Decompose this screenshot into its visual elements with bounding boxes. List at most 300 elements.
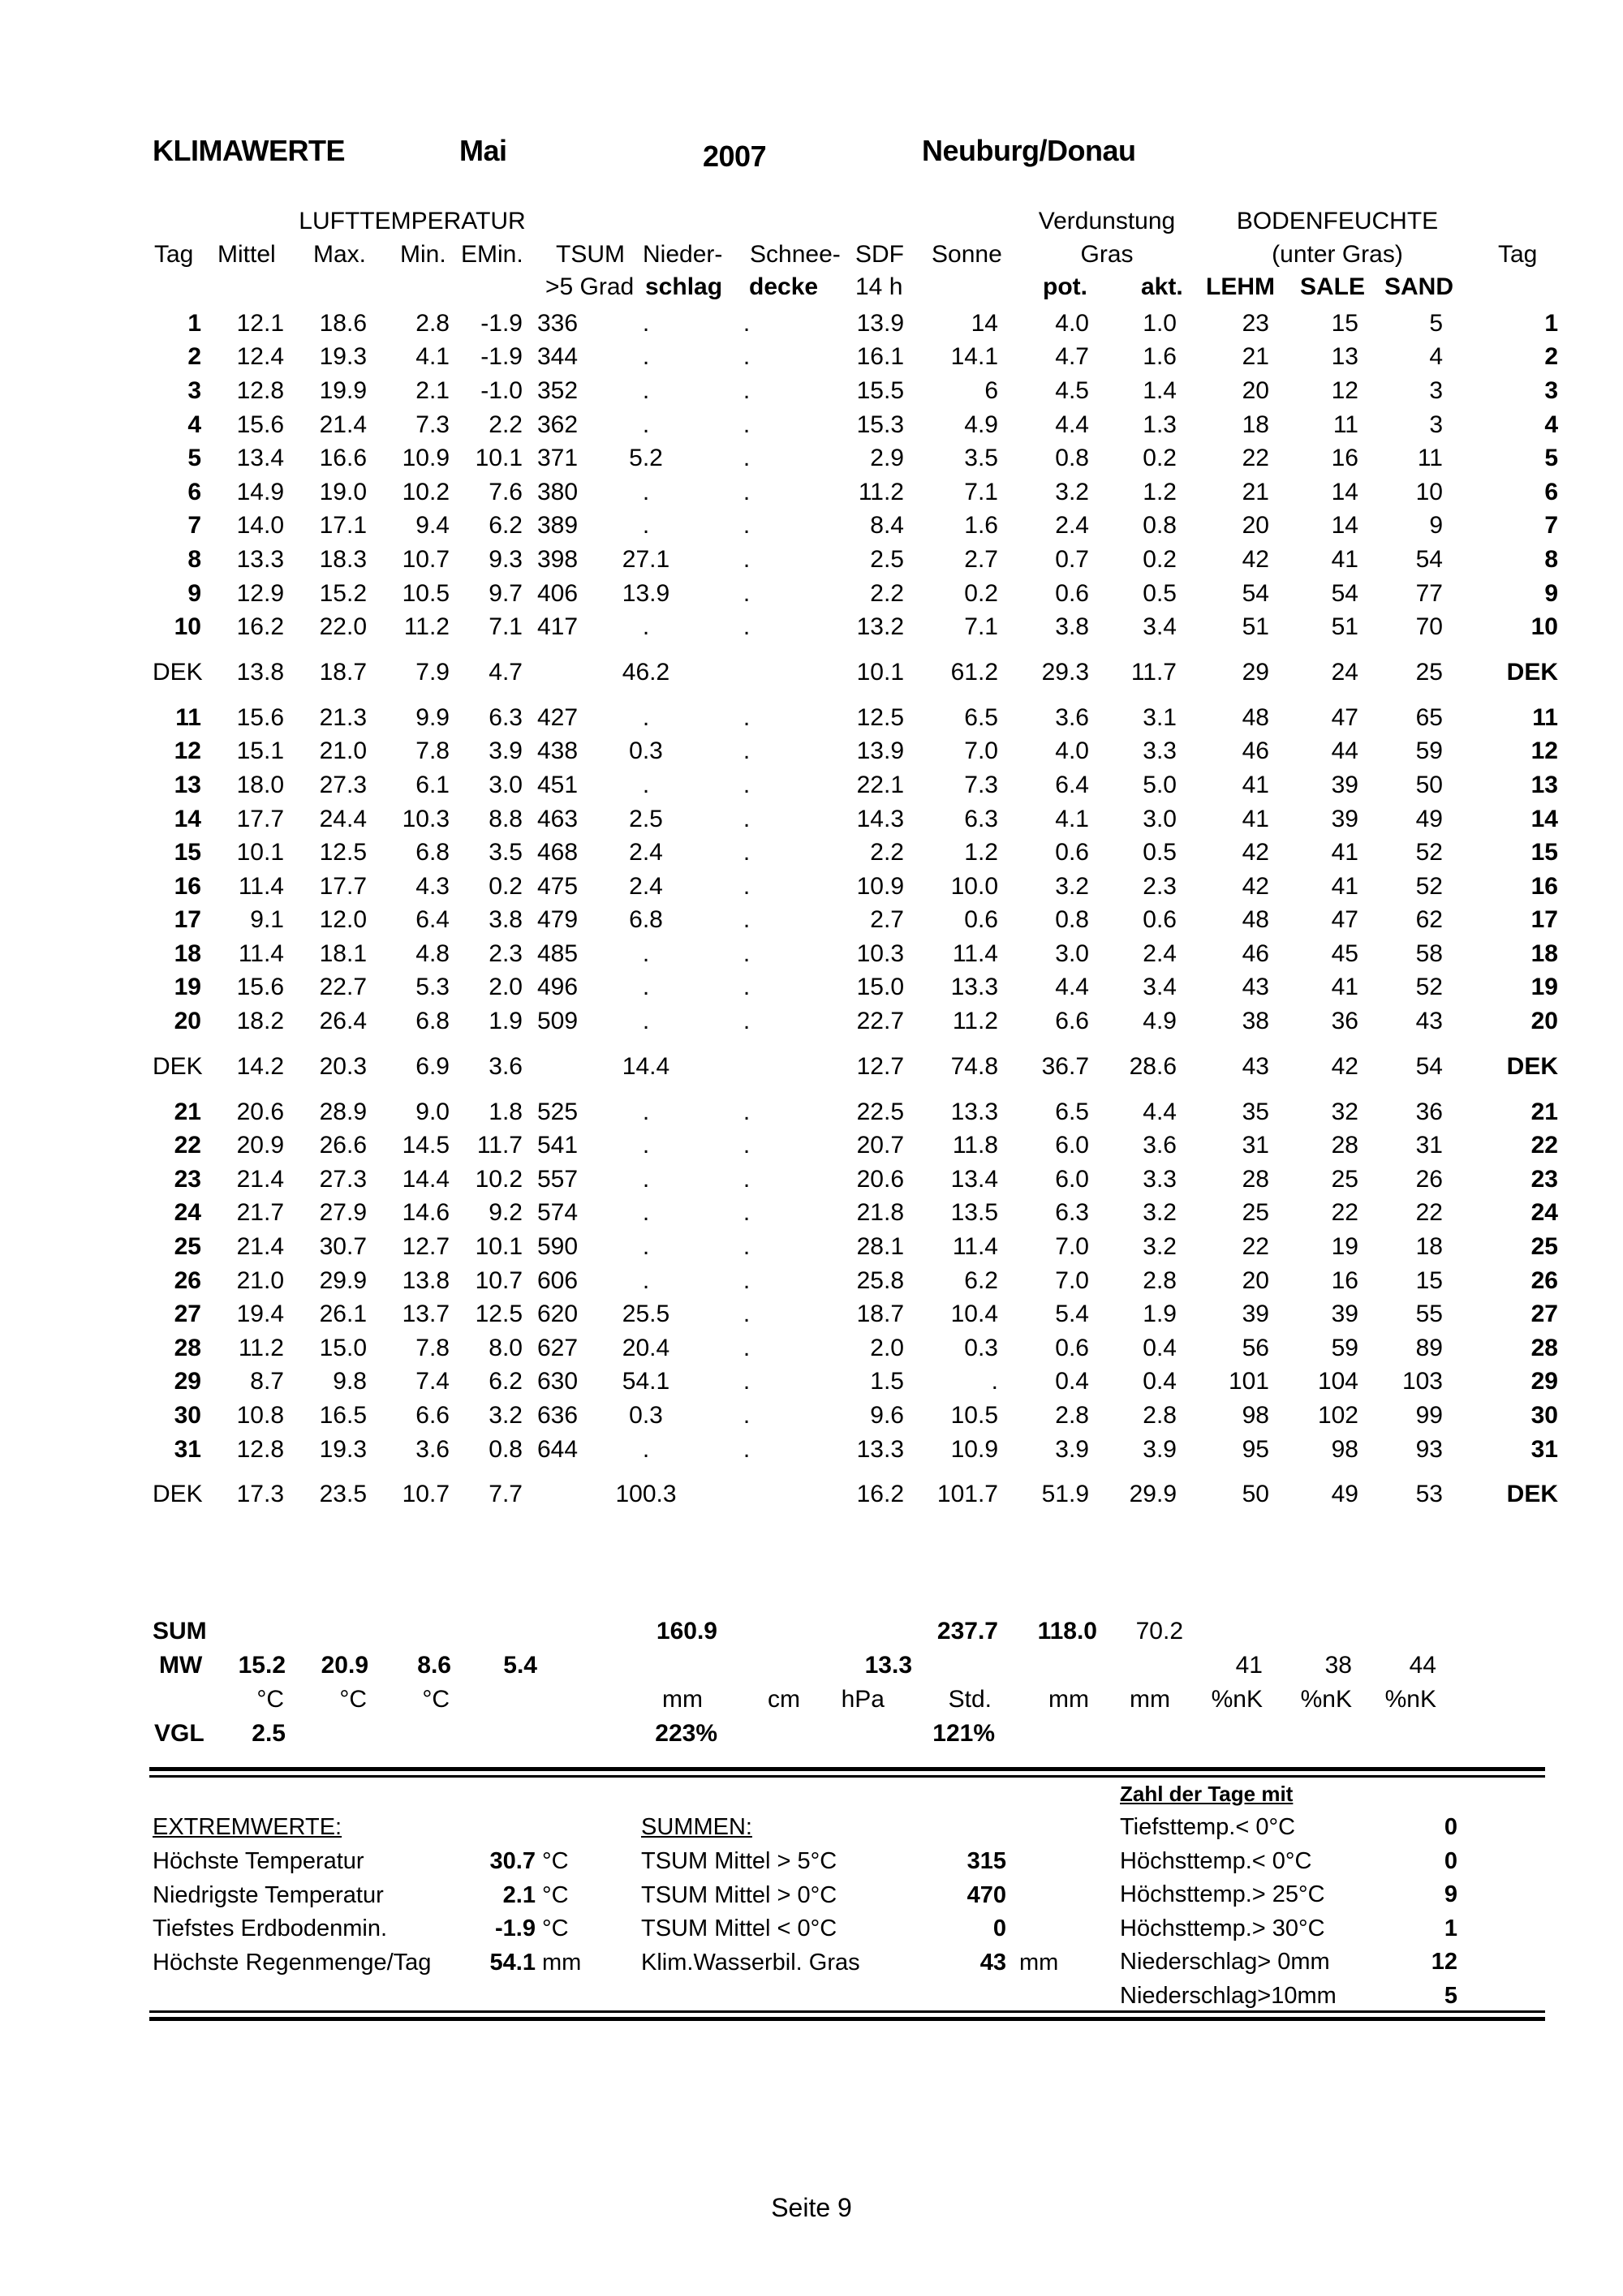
table-cell: 26.4 xyxy=(319,1008,367,1035)
table-cell: 5 xyxy=(1544,445,1558,472)
table-cell: 44 xyxy=(1331,737,1358,765)
table-cell: 2 xyxy=(1544,343,1558,371)
table-cell: 22 xyxy=(1415,1199,1443,1227)
summen-title: SUMMEN: xyxy=(641,1814,752,1840)
table-cell: 16.2 xyxy=(236,613,284,641)
table-cell: 5.2 xyxy=(629,445,663,472)
table-cell: 3 xyxy=(1429,376,1443,404)
table-cell: 4.5 xyxy=(1055,376,1089,404)
table-cell: 10.1 xyxy=(236,839,284,866)
mw-max: 20.9 xyxy=(321,1652,368,1679)
tage-label: Höchsttemp.> 30°C xyxy=(1120,1915,1325,1941)
dekade-row xyxy=(146,1038,1558,1095)
table-cell: 2.4 xyxy=(1055,512,1089,540)
table-cell: 13.2 xyxy=(856,613,904,641)
tage-value: 1 xyxy=(1444,1915,1457,1941)
table-cell: 620 xyxy=(537,1301,579,1328)
table-cell: 20 xyxy=(1242,376,1269,404)
table-cell: 2.1 xyxy=(415,376,450,404)
table-cell: 0.3 xyxy=(629,737,663,765)
table-cell: 12.9 xyxy=(236,579,284,607)
table-cell: 2.3 xyxy=(489,939,523,967)
table-cell: 630 xyxy=(537,1368,579,1395)
table-cell: 27.3 xyxy=(319,771,367,798)
table-cell: 0.6 xyxy=(1055,579,1089,607)
table-cell: 5.4 xyxy=(1055,1301,1089,1328)
table-cell: 3.8 xyxy=(489,906,523,934)
table-cell: 14.5 xyxy=(402,1132,450,1159)
table-cell: DEK xyxy=(1506,1481,1558,1508)
header-schnee: Schnee- xyxy=(750,241,841,268)
table-cell: 2.8 xyxy=(1143,1402,1177,1430)
table-cell: 26 xyxy=(1415,1165,1443,1193)
table-cell: 11.4 xyxy=(952,939,998,967)
table-cell: 1.8 xyxy=(489,1098,523,1125)
extremwerte-title: EXTREMWERTE: xyxy=(153,1814,342,1840)
table-cell: 0.8 xyxy=(1055,906,1089,934)
table-cell: 27 xyxy=(174,1301,201,1328)
table-row xyxy=(146,768,1558,802)
table-cell: . xyxy=(642,974,650,1001)
table-cell: 2.3 xyxy=(1143,872,1177,900)
extreme-label: Tiefstes Erdbodenmin. xyxy=(153,1915,388,1941)
mw-sand: 44 xyxy=(1409,1652,1436,1679)
table-cell: 18 xyxy=(1415,1233,1443,1261)
table-cell: 1.6 xyxy=(964,512,998,540)
table-cell: 18.3 xyxy=(319,545,367,573)
table-cell: . xyxy=(642,309,650,337)
table-cell: 2.5 xyxy=(629,805,663,832)
summen-value: 43 xyxy=(979,1949,1006,1976)
table-cell: 93 xyxy=(1415,1435,1443,1463)
table-cell: 31 xyxy=(1415,1132,1443,1159)
table-cell: 1.4 xyxy=(1143,376,1177,404)
table-cell: 22 xyxy=(174,1132,201,1159)
table-cell: 15 xyxy=(1415,1266,1443,1294)
table-cell: 21.0 xyxy=(236,1266,284,1294)
table-cell: 7.7 xyxy=(489,1481,523,1508)
header-mittel: Mittel xyxy=(217,241,276,268)
table-cell: 38 xyxy=(1242,1008,1269,1035)
table-cell: 3.1 xyxy=(1143,703,1177,731)
table-cell: 10.7 xyxy=(475,1266,523,1294)
table-cell: 352 xyxy=(537,376,579,404)
table-cell: 28 xyxy=(174,1334,201,1361)
table-cell: 344 xyxy=(537,343,579,371)
table-cell: . xyxy=(743,1165,751,1193)
table-cell: 2.4 xyxy=(629,872,663,900)
tage-value: 9 xyxy=(1444,1881,1457,1907)
table-cell: 18.6 xyxy=(319,309,367,337)
extreme-value: 54.1 xyxy=(489,1949,536,1976)
table-cell: 54.1 xyxy=(622,1368,670,1395)
table-cell: 6.0 xyxy=(1055,1132,1089,1159)
table-cell: 0.8 xyxy=(1143,512,1177,540)
table-cell: 7.0 xyxy=(1055,1266,1089,1294)
table-cell: 14 xyxy=(1530,805,1558,832)
table-cell: 7.1 xyxy=(964,613,998,641)
table-cell: 12.7 xyxy=(402,1233,450,1261)
table-cell: . xyxy=(743,1098,751,1125)
extreme-value: -1.9 xyxy=(495,1915,536,1941)
table-cell: 5 xyxy=(1429,309,1443,337)
table-row xyxy=(146,610,1558,644)
table-cell: -1.9 xyxy=(480,309,523,337)
table-cell: 4.8 xyxy=(415,939,450,967)
table-cell: 26.6 xyxy=(319,1132,367,1159)
table-cell: 11 xyxy=(175,703,201,731)
table-cell: 7.6 xyxy=(489,478,523,505)
table-cell: 31 xyxy=(174,1435,201,1463)
table-cell: 16.6 xyxy=(319,445,367,472)
table-cell: 41 xyxy=(1331,872,1358,900)
table-cell: . xyxy=(642,1199,650,1227)
summen-value: 470 xyxy=(966,1881,1006,1908)
vgl-sonne: 121% xyxy=(932,1720,995,1747)
table-cell: . xyxy=(642,613,650,641)
table-cell: 2.8 xyxy=(1143,1266,1177,1294)
doc-station: Neuburg/Donau xyxy=(922,134,1136,167)
table-cell: 59 xyxy=(1415,737,1443,765)
mw-emin: 5.4 xyxy=(503,1652,537,1679)
rule-top-2 xyxy=(149,1775,1545,1778)
sum-nieder: 160.9 xyxy=(656,1618,717,1645)
table-cell: 3 xyxy=(187,376,201,404)
table-cell: 11.2 xyxy=(238,1334,284,1361)
table-cell: 54 xyxy=(1415,1052,1443,1080)
table-cell: 100.3 xyxy=(615,1481,677,1508)
table-cell: . xyxy=(642,1266,650,1294)
table-cell: 11.7 xyxy=(476,1132,523,1159)
table-cell: 7.0 xyxy=(964,737,998,765)
table-cell: 21 xyxy=(1242,343,1269,371)
header-14h: 14 h xyxy=(855,273,903,300)
table-cell: . xyxy=(743,974,751,1001)
table-cell: 19.3 xyxy=(319,1435,367,1463)
table-cell: 59 xyxy=(1331,1334,1358,1361)
table-cell: 47 xyxy=(1331,906,1358,934)
table-cell: 14 xyxy=(174,805,201,832)
table-cell: 4.0 xyxy=(1055,737,1089,765)
header-verdunstung: Verdunstung xyxy=(1038,208,1176,234)
table-cell: 25.5 xyxy=(622,1301,670,1328)
table-cell: 8.0 xyxy=(489,1334,523,1361)
table-cell: 10.8 xyxy=(236,1402,284,1430)
table-cell: 0.7 xyxy=(1055,545,1089,573)
table-cell: 13.8 xyxy=(236,658,284,686)
unit-pot: mm xyxy=(1048,1686,1089,1713)
table-cell: 54 xyxy=(1415,545,1443,573)
table-cell: 6.2 xyxy=(489,512,523,540)
table-cell: . xyxy=(642,512,650,540)
table-cell: 1.9 xyxy=(1143,1301,1177,1328)
table-cell: 89 xyxy=(1415,1334,1443,1361)
table-cell: 3.2 xyxy=(1055,872,1089,900)
table-cell: 4 xyxy=(1544,411,1558,438)
table-cell: 8.7 xyxy=(250,1368,284,1395)
table-row xyxy=(146,475,1558,510)
table-cell: 28 xyxy=(1530,1334,1558,1361)
table-cell: 7.8 xyxy=(415,1334,450,1361)
table-cell: 32 xyxy=(1331,1098,1358,1125)
table-cell: 29 xyxy=(1242,658,1269,686)
table-cell: 6.6 xyxy=(1055,1008,1089,1035)
table-cell: 7.1 xyxy=(964,478,998,505)
header-decke: decke xyxy=(749,273,819,300)
table-cell: . xyxy=(743,872,751,900)
table-cell: 39 xyxy=(1331,805,1358,832)
table-cell: 22.1 xyxy=(856,771,904,798)
table-cell: 18.7 xyxy=(856,1301,904,1328)
table-cell: DEK xyxy=(1506,658,1558,686)
table-cell: 475 xyxy=(537,872,579,900)
table-cell: 15.0 xyxy=(856,974,904,1001)
table-cell: . xyxy=(991,1368,998,1395)
table-cell: 10.2 xyxy=(475,1165,523,1193)
extreme-unit: °C xyxy=(542,1848,569,1874)
table-cell: 19.3 xyxy=(319,343,367,371)
table-cell: 4 xyxy=(187,411,201,438)
table-cell: 3.9 xyxy=(1055,1435,1089,1463)
table-cell: 5 xyxy=(187,445,201,472)
table-cell: 52 xyxy=(1415,872,1443,900)
table-cell: 4.4 xyxy=(1055,974,1089,1001)
summen-label: TSUM Mittel > 0°C xyxy=(641,1881,837,1908)
table-cell: 42 xyxy=(1242,545,1269,573)
table-cell: 451 xyxy=(537,771,579,798)
table-cell: 11.7 xyxy=(1130,658,1177,686)
table-cell: 4.4 xyxy=(1143,1098,1177,1125)
table-cell: 25 xyxy=(1331,1165,1358,1193)
header-akt: akt. xyxy=(1141,273,1183,300)
table-cell: 0.3 xyxy=(964,1334,998,1361)
table-cell: 14 xyxy=(1331,478,1358,505)
table-cell: 496 xyxy=(537,974,579,1001)
table-cell xyxy=(698,644,795,701)
summen-label: TSUM Mittel < 0°C xyxy=(641,1915,837,1941)
table-cell: 6.4 xyxy=(1055,771,1089,798)
table-cell: 21.0 xyxy=(319,737,367,765)
table-cell: 42 xyxy=(1242,839,1269,866)
table-cell: 5.3 xyxy=(415,974,450,1001)
table-cell: . xyxy=(642,343,650,371)
table-cell: 485 xyxy=(537,939,579,967)
table-cell: . xyxy=(743,906,751,934)
table-cell: 12.8 xyxy=(236,376,284,404)
table-cell: 28.1 xyxy=(856,1233,904,1261)
table-cell: 20 xyxy=(1242,1266,1269,1294)
table-cell: 13.5 xyxy=(950,1199,998,1227)
table-cell: 12 xyxy=(1530,737,1558,765)
table-row xyxy=(146,1129,1558,1163)
table-cell: 18 xyxy=(174,939,201,967)
table-cell: 14.4 xyxy=(402,1165,450,1193)
table-cell: -1.9 xyxy=(480,343,523,371)
table-cell: 46 xyxy=(1242,939,1269,967)
table-cell: 9.0 xyxy=(415,1098,450,1125)
table-cell: 101.7 xyxy=(936,1481,998,1508)
table-cell: 10.9 xyxy=(950,1435,998,1463)
table-cell: . xyxy=(642,1132,650,1159)
table-cell: 25 xyxy=(174,1233,201,1261)
table-cell: 7.3 xyxy=(415,411,450,438)
table-cell: 20.7 xyxy=(856,1132,904,1159)
table-cell: 541 xyxy=(537,1132,579,1159)
table-cell: 15 xyxy=(174,839,201,866)
table-cell: 27.3 xyxy=(319,1165,367,1193)
header-bodenfeuchte: BODENFEUCHTE xyxy=(1236,208,1439,234)
table-cell: 3 xyxy=(1544,376,1558,404)
table-cell: . xyxy=(642,1165,650,1193)
table-cell: 6.5 xyxy=(964,703,998,731)
header-lufttemperatur: LUFTTEMPERATUR xyxy=(299,208,526,234)
table-cell: 30 xyxy=(174,1402,201,1430)
table-cell: 0.2 xyxy=(1143,445,1177,472)
table-cell: 9 xyxy=(1429,512,1443,540)
table-cell: 49 xyxy=(1415,805,1443,832)
table-cell: 0.5 xyxy=(1143,839,1177,866)
table-cell: 6.3 xyxy=(489,703,523,731)
table-cell: 15.6 xyxy=(236,974,284,1001)
table-cell: 636 xyxy=(537,1402,579,1430)
table-cell: . xyxy=(743,805,751,832)
table-cell: 11.4 xyxy=(238,939,284,967)
table-row xyxy=(146,1331,1558,1365)
table-cell: 13 xyxy=(1331,343,1358,371)
table-cell: . xyxy=(743,1435,751,1463)
tage-value: 5 xyxy=(1444,1982,1457,2009)
table-cell: 8.4 xyxy=(870,512,904,540)
table-cell: 9.2 xyxy=(489,1199,523,1227)
extreme-label: Höchste Temperatur xyxy=(153,1848,364,1874)
table-cell: 9 xyxy=(1544,579,1558,607)
tage-title: Zahl der Tage mit xyxy=(1120,1782,1294,1806)
header-nieder: Nieder- xyxy=(643,241,723,268)
table-cell: 102 xyxy=(1317,1402,1358,1430)
table-cell: 43 xyxy=(1242,974,1269,1001)
table-cell: 58 xyxy=(1415,939,1443,967)
table-cell: 28 xyxy=(1331,1132,1358,1159)
table-cell: 28.9 xyxy=(319,1098,367,1125)
unit-sdf: hPa xyxy=(841,1686,885,1713)
table-cell: 3.6 xyxy=(1143,1132,1177,1159)
table-cell: . xyxy=(642,1233,650,1261)
table-cell: 10.0 xyxy=(950,872,998,900)
table-cell: 19.4 xyxy=(236,1301,284,1328)
table-cell: 6.3 xyxy=(964,805,998,832)
table-cell: 4.4 xyxy=(1055,411,1089,438)
table-cell: 17.1 xyxy=(319,512,367,540)
table-cell: . xyxy=(743,545,751,573)
table-cell: 10.7 xyxy=(402,545,450,573)
table-cell: 54 xyxy=(1331,579,1358,607)
table-cell: . xyxy=(642,771,650,798)
table-cell: 27 xyxy=(1530,1301,1558,1328)
table-cell: . xyxy=(743,613,751,641)
doc-title: KLIMAWERTE xyxy=(153,134,345,167)
table-cell: 2.2 xyxy=(870,839,904,866)
table-cell: 10.1 xyxy=(856,658,904,686)
table-cell: 3.0 xyxy=(1143,805,1177,832)
table-cell: 51.9 xyxy=(1041,1481,1089,1508)
table-cell: 6.4 xyxy=(415,906,450,934)
table-cell: 9.1 xyxy=(250,906,284,934)
table-cell: 3.5 xyxy=(964,445,998,472)
table-cell: DEK xyxy=(153,1052,203,1080)
table-cell: 52 xyxy=(1415,839,1443,866)
tage-value: 0 xyxy=(1444,1847,1457,1874)
table-row xyxy=(146,1004,1558,1038)
table-cell: . xyxy=(743,1132,751,1159)
table-cell: 9.9 xyxy=(415,703,450,731)
table-cell: 3.4 xyxy=(1143,974,1177,1001)
table-cell: 4.0 xyxy=(1055,309,1089,337)
table-cell: 8.8 xyxy=(489,805,523,832)
table-cell: 51 xyxy=(1331,613,1358,641)
table-cell: 43 xyxy=(1415,1008,1443,1035)
table-cell: . xyxy=(642,376,650,404)
header-schlag: schlag xyxy=(645,273,723,300)
table-cell: 10.3 xyxy=(856,939,904,967)
table-cell: 14 xyxy=(1331,512,1358,540)
tage-label: Höchsttemp.> 25°C xyxy=(1120,1881,1325,1907)
table-cell: 30 xyxy=(1530,1402,1558,1430)
table-row xyxy=(146,543,1558,577)
table-cell: 0.2 xyxy=(489,872,523,900)
table-cell: 14 xyxy=(971,309,998,337)
table-cell: 12.5 xyxy=(475,1301,523,1328)
table-cell: 6.8 xyxy=(415,839,450,866)
table-cell: 9 xyxy=(187,579,201,607)
table-cell: 18.7 xyxy=(319,658,367,686)
table-cell: 25 xyxy=(1415,658,1443,686)
table-cell xyxy=(523,1038,594,1095)
table-cell: 29 xyxy=(1530,1368,1558,1395)
table-cell: 31 xyxy=(1530,1435,1558,1463)
table-cell: 1 xyxy=(1544,309,1558,337)
table-row xyxy=(146,1163,1558,1197)
table-cell: 3.2 xyxy=(1143,1233,1177,1261)
table-cell: 28 xyxy=(1242,1165,1269,1193)
table-cell: 48 xyxy=(1242,703,1269,731)
table-cell: 406 xyxy=(537,579,579,607)
table-cell: 7 xyxy=(1544,512,1558,540)
table-cell: 23.5 xyxy=(319,1481,367,1508)
table-cell: DEK xyxy=(153,1481,203,1508)
extreme-unit: °C xyxy=(542,1915,569,1941)
table-cell: 55 xyxy=(1415,1301,1443,1328)
mw-sdf: 13.3 xyxy=(864,1652,912,1679)
summen-label: TSUM Mittel > 5°C xyxy=(641,1848,837,1874)
table-cell: 1.9 xyxy=(489,1008,523,1035)
table-cell: 590 xyxy=(537,1233,579,1261)
table-cell: . xyxy=(642,1098,650,1125)
table-cell: 15 xyxy=(1530,839,1558,866)
table-cell: 21 xyxy=(1242,478,1269,505)
unit-akt: mm xyxy=(1130,1686,1170,1713)
table-cell: 6.8 xyxy=(629,906,663,934)
table-cell: . xyxy=(642,939,650,967)
table-cell: 13.3 xyxy=(950,974,998,1001)
table-cell: 10.3 xyxy=(402,805,450,832)
table-cell: 50 xyxy=(1415,771,1443,798)
header-grad: >5 Grad xyxy=(545,273,635,300)
table-cell: 103 xyxy=(1401,1368,1443,1395)
table-cell: 6.8 xyxy=(415,1008,450,1035)
table-cell: 15.3 xyxy=(856,411,904,438)
table-cell: 16 xyxy=(1331,445,1358,472)
table-cell: 12.8 xyxy=(236,1435,284,1463)
